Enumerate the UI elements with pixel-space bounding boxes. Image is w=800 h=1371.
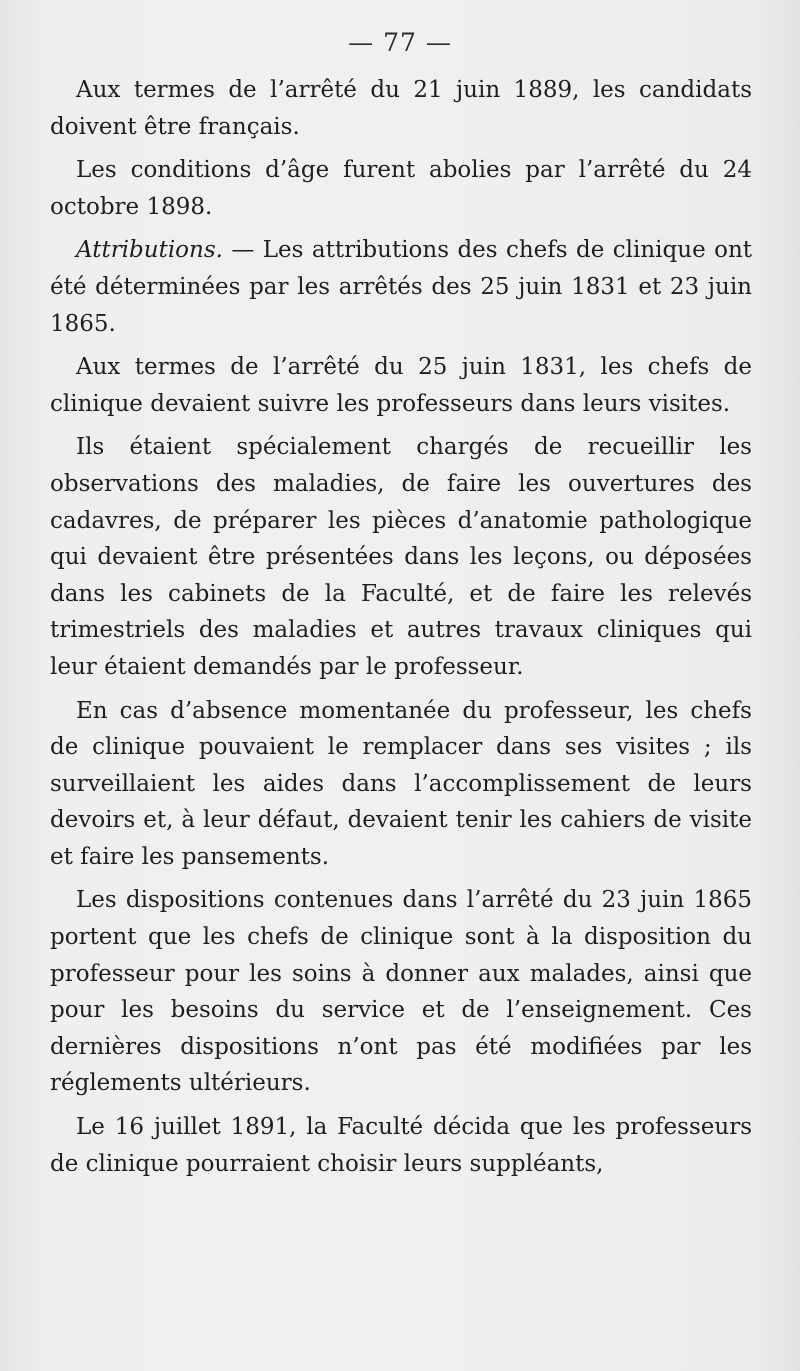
attributions-text: — Les attributions des chefs de clinique ont été déterminées par les arrêtés des 25 juin 1831 et 23 juin 1865. (50, 237, 752, 337)
paragraph-professor-absence: En cas d’absence momentanée du professeur, les chefs de clinique pouvaient le remplacer dans ses visites ; ils surveillaient les aides dans l’accomplissement de leurs devoirs et, à leur défaut, devaient tenir les cahiers de visite et faire les pansements. (50, 697, 752, 870)
paragraph-faculty-decision-1891: Le 16 juillet 1891, la Faculté décida que les professeurs de clinique pourraient choisir leurs suppléants, (50, 1114, 752, 1177)
paragraph-special-duties: Ils étaient spécialement chargés de recueillir les observations des maladies, de faire les ouvertures des cadavres, de préparer les pièces d’anatomie pathologique qui devaient être présentées dans les leçons, ou déposées dans les cabinets de la Faculté, et de faire les relevés trimestriels des maladies et autres travaux cliniques qui leur étaient demandés par le professeur. (50, 434, 752, 680)
paragraph-arrete-1831: Aux termes de l’arrêté du 25 juin 1831, les chefs de clinique devaient suivre les professeurs dans leurs visites. (50, 354, 752, 417)
paragraph-attributions (50, 232, 752, 342)
paragraph-age-conditions: Les conditions d’âge furent abolies par l’arrêté du 24 octobre 1898. (50, 157, 752, 220)
attributions-heading: Attributions. (76, 237, 223, 264)
page-number: — 77 — (348, 28, 452, 57)
paragraph-candidates-nationality: Aux termes de l’arrêté du 21 juin 1889, les candidats doivent être français. (50, 77, 752, 140)
page-body (50, 72, 752, 1182)
paragraph-arrete-1865: Les dispositions contenues dans l’arrêté du 23 juin 1865 portent que les chefs de clinique sont à la disposition du professeur pour les soins à donner aux malades, ainsi que pour les besoins du service et de l’enseignement. Ces dernières dispositions n’ont pas été modifiées par les réglements ultérieurs. (50, 887, 752, 1097)
